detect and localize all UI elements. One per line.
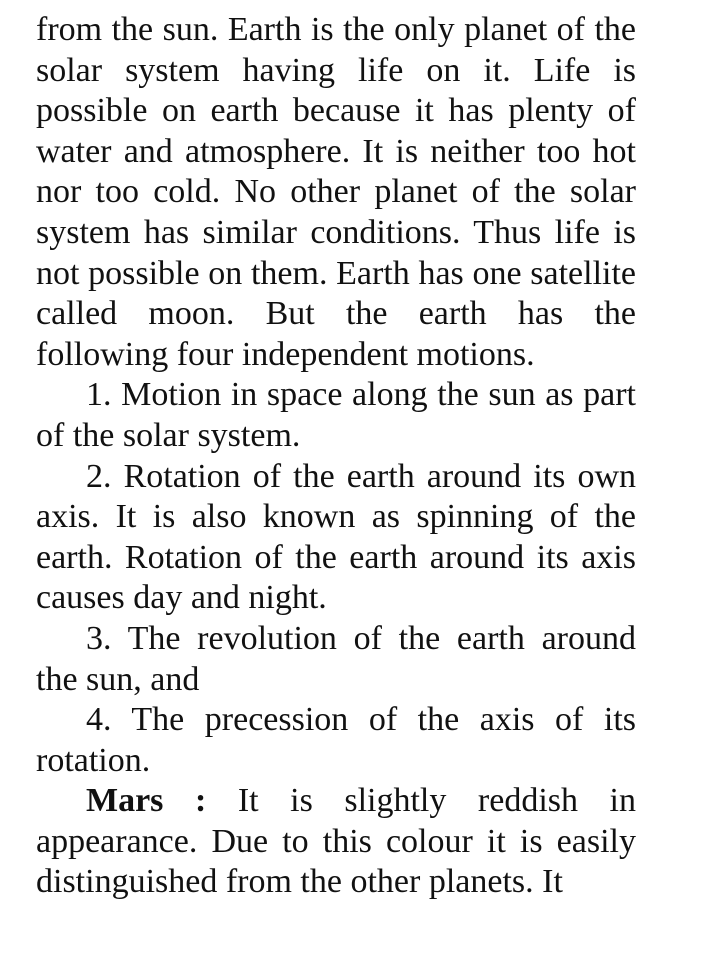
motion-item-1: 1. Motion in space along the sun as part of the solar system. [36, 376, 636, 454]
motion-item-3: 3. The revolution of the earth around the sun, and [36, 619, 636, 698]
earth-paragraph: from the sun. Earth is the only planet of the solar system having life on it. Life is possible on earth because it has plenty of water and atmosphere. It is neither too hot nor too cold. No other planet of the solar system has similar conditions. Thus life is not possible on them. Earth has one satellite called moon. But the earth has the following four independent motions. [36, 11, 636, 373]
motion-item-4: 4. The precession of the axis of its rotation. [36, 701, 636, 779]
mars-text: It is slightly reddish in appearance. Due to this colour it is easily distinguished from the other planets. It [36, 782, 636, 901]
mars-separator: : [163, 782, 238, 820]
mars-term: Mars [86, 782, 164, 820]
document-page [36, 10, 636, 903]
motion-item-2: 2. Rotation of the earth around its own axis. It is also known as spinning of the earth. Rotation of the earth around its axis causes day and night. [36, 457, 636, 617]
mars-paragraph [36, 781, 636, 903]
